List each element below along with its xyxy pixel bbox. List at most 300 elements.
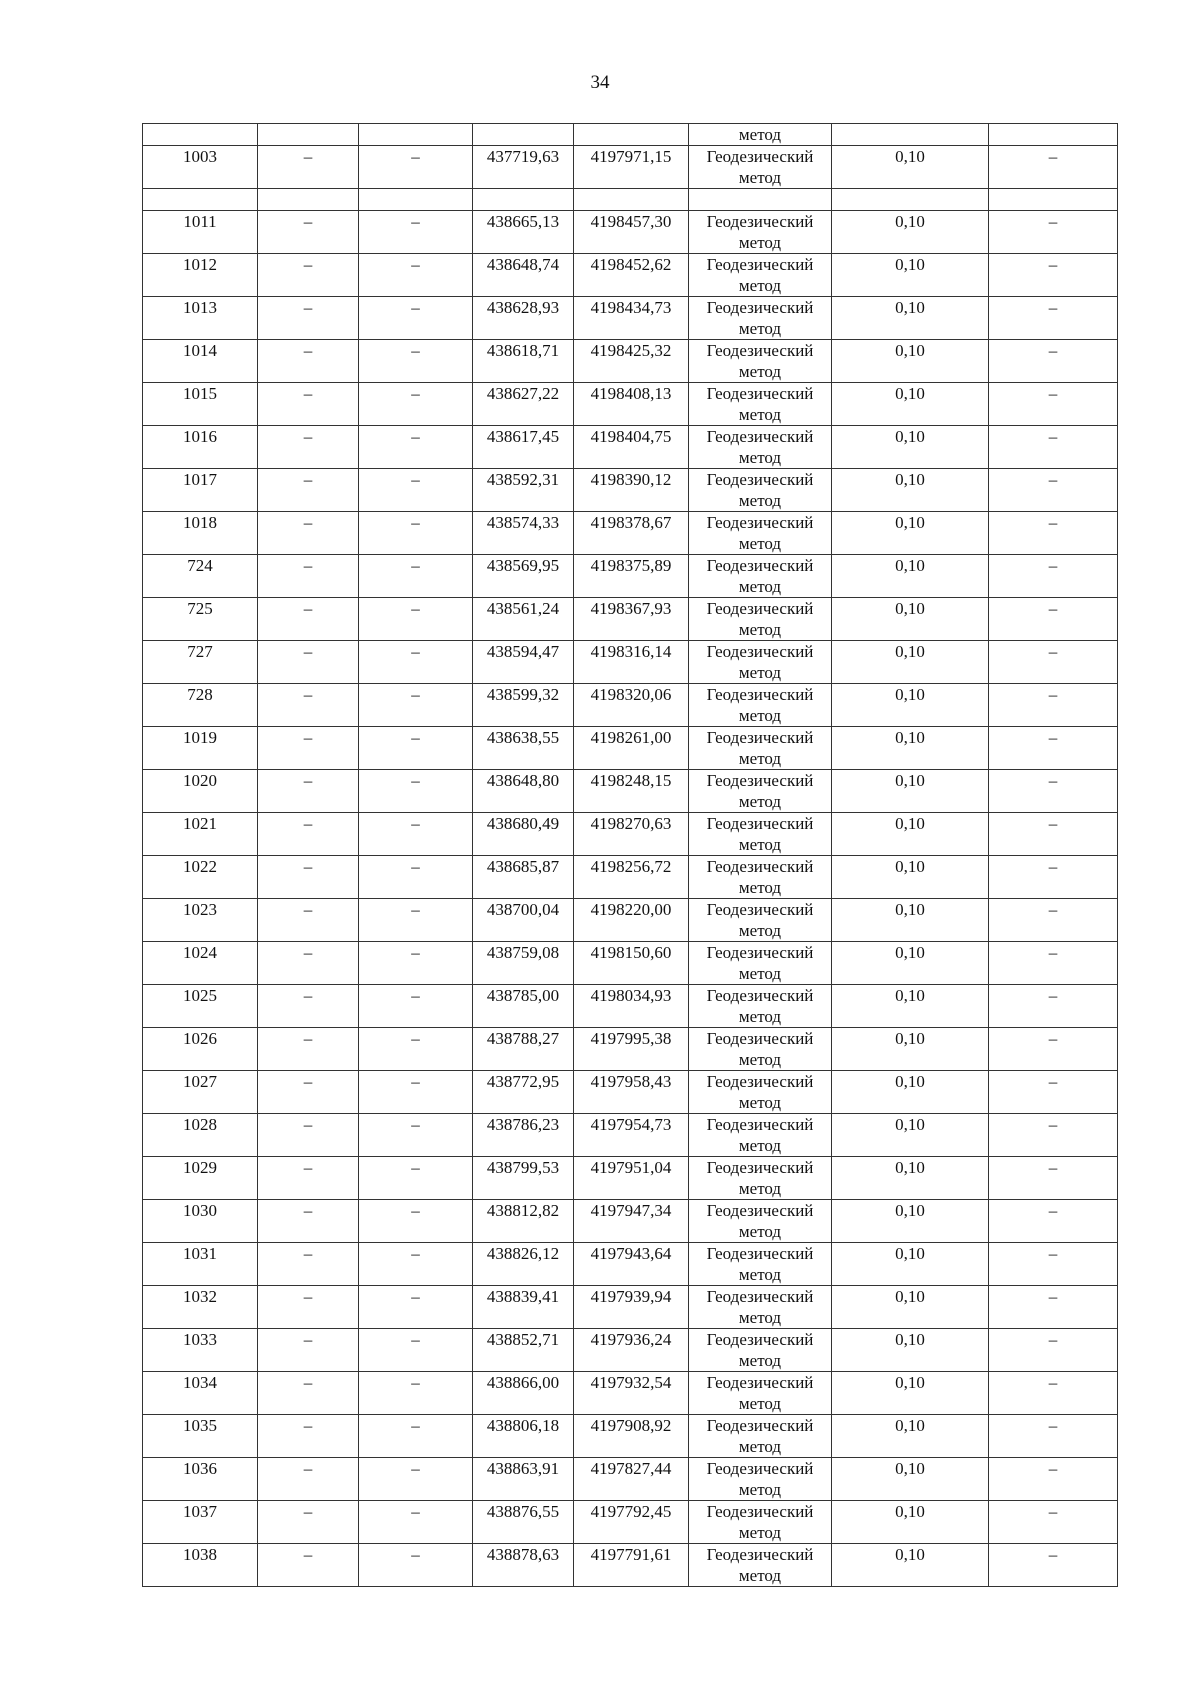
coord-x: 438788,27: [473, 1028, 574, 1071]
cell-col2: –: [258, 1501, 359, 1544]
coord-y: 4198261,00: [574, 727, 689, 770]
method: [689, 1028, 832, 1071]
method-line-1: Геодезический: [706, 384, 814, 403]
table-row: [143, 426, 1118, 469]
coord-x: 438569,95: [473, 555, 574, 598]
table-row: [143, 770, 1118, 813]
method-line-2: метод: [738, 878, 782, 897]
method-line-2: метод: [738, 534, 782, 553]
accuracy: 0,10: [832, 1114, 989, 1157]
cell-col3: –: [359, 1458, 473, 1501]
cell-col2: –: [258, 383, 359, 426]
cell-col2: –: [258, 1286, 359, 1329]
point-number: 1028: [143, 1114, 258, 1157]
cell-col8: –: [989, 598, 1118, 641]
cell-col2: –: [258, 1329, 359, 1372]
cell-col2: –: [258, 770, 359, 813]
cell-col8: –: [989, 426, 1118, 469]
page-number: 34: [590, 72, 610, 93]
method: [689, 340, 832, 383]
coordinates-table: [142, 123, 1118, 1587]
table-cell: [989, 124, 1118, 146]
accuracy: 0,10: [832, 899, 989, 942]
cell-col3: –: [359, 512, 473, 555]
continuation-row: [143, 124, 1118, 146]
cell-col3: –: [359, 1544, 473, 1587]
table-cell: [473, 189, 574, 211]
cell-col3: –: [359, 1114, 473, 1157]
method: [689, 727, 832, 770]
blank-row: [143, 189, 1118, 211]
method-line-2: метод: [738, 405, 782, 424]
coord-x: 438878,63: [473, 1544, 574, 1587]
cell-col2: –: [258, 297, 359, 340]
table-row: [143, 1200, 1118, 1243]
coord-x: 438806,18: [473, 1415, 574, 1458]
point-number: 1026: [143, 1028, 258, 1071]
method-line-2: метод: [738, 1050, 782, 1069]
coord-y: 4198434,73: [574, 297, 689, 340]
accuracy: 0,10: [832, 426, 989, 469]
cell-col3: –: [359, 254, 473, 297]
table-row: [143, 641, 1118, 684]
cell-col3: –: [359, 1071, 473, 1114]
method-line-1: Геодезический: [706, 147, 814, 166]
accuracy: 0,10: [832, 727, 989, 770]
method: [689, 146, 832, 189]
coord-x: 438866,00: [473, 1372, 574, 1415]
table-row: [143, 985, 1118, 1028]
method-line-1: Геодезический: [706, 427, 814, 446]
cell-col2: –: [258, 1200, 359, 1243]
cell-col8: –: [989, 340, 1118, 383]
method-line-2: метод: [738, 749, 782, 768]
accuracy: 0,10: [832, 1415, 989, 1458]
method-line-1: Геодезический: [706, 943, 814, 962]
point-number: 724: [143, 555, 258, 598]
method: [689, 1243, 832, 1286]
cell-col8: –: [989, 856, 1118, 899]
cell-col8: –: [989, 684, 1118, 727]
point-number: 1027: [143, 1071, 258, 1114]
method-line-2: метод: [738, 1265, 782, 1284]
coord-y: 4198390,12: [574, 469, 689, 512]
coord-y: 4198248,15: [574, 770, 689, 813]
cell-col8: –: [989, 297, 1118, 340]
method-continuation: метод: [689, 124, 832, 146]
method-line-1: Геодезический: [706, 685, 814, 704]
cell-col8: –: [989, 1458, 1118, 1501]
method-line-2: метод: [738, 1437, 782, 1456]
accuracy: 0,10: [832, 684, 989, 727]
cell-col2: –: [258, 899, 359, 942]
coord-y: 4198378,67: [574, 512, 689, 555]
method-line-1: Геодезический: [706, 298, 814, 317]
cell-col8: –: [989, 942, 1118, 985]
point-number: 1030: [143, 1200, 258, 1243]
table-row: [143, 899, 1118, 942]
method-line-2: метод: [738, 1093, 782, 1112]
cell-col8: –: [989, 146, 1118, 189]
table-cell: [258, 124, 359, 146]
coord-x: 438665,13: [473, 211, 574, 254]
table-row: [143, 146, 1118, 189]
accuracy: 0,10: [832, 942, 989, 985]
accuracy: 0,10: [832, 856, 989, 899]
coord-x: 438561,24: [473, 598, 574, 641]
point-number: 1022: [143, 856, 258, 899]
cell-col3: –: [359, 684, 473, 727]
point-number: 1023: [143, 899, 258, 942]
point-number: 1033: [143, 1329, 258, 1372]
coord-x: 438759,08: [473, 942, 574, 985]
method-line-1: Геодезический: [706, 513, 814, 532]
accuracy: 0,10: [832, 1544, 989, 1587]
cell-col2: –: [258, 1243, 359, 1286]
coord-y: 4198320,06: [574, 684, 689, 727]
coord-y: 4198375,89: [574, 555, 689, 598]
coord-y: 4197958,43: [574, 1071, 689, 1114]
method: [689, 383, 832, 426]
point-number: 1019: [143, 727, 258, 770]
accuracy: 0,10: [832, 813, 989, 856]
accuracy: 0,10: [832, 1372, 989, 1415]
cell-col3: –: [359, 727, 473, 770]
method: [689, 1544, 832, 1587]
coord-y: 4197943,64: [574, 1243, 689, 1286]
method-line-2: метод: [738, 1308, 782, 1327]
coord-y: 4198452,62: [574, 254, 689, 297]
cell-col2: –: [258, 1071, 359, 1114]
coord-y: 4198457,30: [574, 211, 689, 254]
table-row: [143, 813, 1118, 856]
cell-col8: –: [989, 555, 1118, 598]
cell-col8: –: [989, 641, 1118, 684]
cell-col3: –: [359, 1157, 473, 1200]
cell-col3: –: [359, 641, 473, 684]
method: [689, 211, 832, 254]
method: [689, 1329, 832, 1372]
cell-col3: –: [359, 211, 473, 254]
method: [689, 985, 832, 1028]
point-number: 1014: [143, 340, 258, 383]
coord-x: 438772,95: [473, 1071, 574, 1114]
point-number: 1011: [143, 211, 258, 254]
cell-col2: –: [258, 985, 359, 1028]
cell-col3: –: [359, 1200, 473, 1243]
cell-col3: –: [359, 1243, 473, 1286]
table-row: [143, 1286, 1118, 1329]
cell-col3: –: [359, 770, 473, 813]
cell-col2: –: [258, 254, 359, 297]
method-line-2: метод: [738, 233, 782, 252]
coord-y: 4197939,94: [574, 1286, 689, 1329]
cell-col8: –: [989, 1501, 1118, 1544]
method: [689, 555, 832, 598]
table-cell: [143, 124, 258, 146]
method-line-1: Геодезический: [706, 255, 814, 274]
method-line-2: метод: [738, 1480, 782, 1499]
table-cell: [359, 189, 473, 211]
cell-col8: –: [989, 254, 1118, 297]
accuracy: 0,10: [832, 1501, 989, 1544]
method: [689, 512, 832, 555]
method-line-1: Геодезический: [706, 986, 814, 1005]
method-line-2: метод: [738, 168, 782, 187]
method-line-1: Геодезический: [706, 556, 814, 575]
coord-x: 438594,47: [473, 641, 574, 684]
point-number: 1034: [143, 1372, 258, 1415]
table-cell: [989, 189, 1118, 211]
coord-y: 4198425,32: [574, 340, 689, 383]
coord-y: 4198034,93: [574, 985, 689, 1028]
cell-col8: –: [989, 985, 1118, 1028]
coord-y: 4198404,75: [574, 426, 689, 469]
coord-x: 438618,71: [473, 340, 574, 383]
table-row: [143, 1458, 1118, 1501]
cell-col8: –: [989, 383, 1118, 426]
cell-col3: –: [359, 899, 473, 942]
coord-x: 438627,22: [473, 383, 574, 426]
coord-y: 4198316,14: [574, 641, 689, 684]
method-line-2: метод: [738, 663, 782, 682]
method-line-1: Геодезический: [706, 771, 814, 790]
cell-col8: –: [989, 1544, 1118, 1587]
method: [689, 899, 832, 942]
cell-col3: –: [359, 555, 473, 598]
coord-y: 4198408,13: [574, 383, 689, 426]
method-line-1: Геодезический: [706, 728, 814, 747]
accuracy: 0,10: [832, 146, 989, 189]
method-line-2: метод: [738, 964, 782, 983]
method: [689, 1286, 832, 1329]
method-line-1: Геодезический: [706, 341, 814, 360]
method-line-2: метод: [738, 1566, 782, 1585]
method-line-2: метод: [738, 319, 782, 338]
cell-col8: –: [989, 727, 1118, 770]
method-line-2: метод: [738, 1179, 782, 1198]
cell-col8: –: [989, 1286, 1118, 1329]
cell-col2: –: [258, 856, 359, 899]
point-number: 1013: [143, 297, 258, 340]
point-number: 1036: [143, 1458, 258, 1501]
method: [689, 1501, 832, 1544]
accuracy: 0,10: [832, 211, 989, 254]
accuracy: 0,10: [832, 770, 989, 813]
method-line-2: метод: [738, 1136, 782, 1155]
coord-x: 438638,55: [473, 727, 574, 770]
cell-col3: –: [359, 1415, 473, 1458]
cell-col2: –: [258, 598, 359, 641]
cell-col3: –: [359, 813, 473, 856]
table-row: [143, 1415, 1118, 1458]
accuracy: 0,10: [832, 297, 989, 340]
coord-x: 438617,45: [473, 426, 574, 469]
accuracy: 0,10: [832, 340, 989, 383]
point-number: 727: [143, 641, 258, 684]
accuracy: 0,10: [832, 1286, 989, 1329]
cell-col3: –: [359, 340, 473, 383]
coord-y: 4197995,38: [574, 1028, 689, 1071]
method-line-1: Геодезический: [706, 212, 814, 231]
coord-y: 4198270,63: [574, 813, 689, 856]
cell-col8: –: [989, 1200, 1118, 1243]
cell-col2: –: [258, 684, 359, 727]
point-number: 1037: [143, 1501, 258, 1544]
method: [689, 1372, 832, 1415]
method-line-1: Геодезический: [706, 900, 814, 919]
method-line-1: Геодезический: [706, 470, 814, 489]
table-cell: [143, 189, 258, 211]
table-row: [143, 598, 1118, 641]
method-line-2: метод: [738, 276, 782, 295]
method-line-1: Геодезический: [706, 1330, 814, 1349]
cell-col3: –: [359, 985, 473, 1028]
point-number: 1020: [143, 770, 258, 813]
method-line-1: Геодезический: [706, 1545, 814, 1564]
table-row: [143, 1071, 1118, 1114]
method-line-2: метод: [738, 921, 782, 940]
cell-col3: –: [359, 1329, 473, 1372]
cell-col2: –: [258, 512, 359, 555]
point-number: 1017: [143, 469, 258, 512]
accuracy: 0,10: [832, 1329, 989, 1372]
coord-x: 438812,82: [473, 1200, 574, 1243]
point-number: 1025: [143, 985, 258, 1028]
table-row: [143, 1028, 1118, 1071]
table-row: [143, 512, 1118, 555]
table-row: [143, 1243, 1118, 1286]
cell-col3: –: [359, 598, 473, 641]
cell-col2: –: [258, 1157, 359, 1200]
method-line-1: Геодезический: [706, 599, 814, 618]
table-row: [143, 1501, 1118, 1544]
point-number: 1029: [143, 1157, 258, 1200]
point-number: 728: [143, 684, 258, 727]
coord-x: 438574,33: [473, 512, 574, 555]
method-line-1: Геодезический: [706, 1459, 814, 1478]
coord-y: 4197908,92: [574, 1415, 689, 1458]
coord-x: 438826,12: [473, 1243, 574, 1286]
cell-col2: –: [258, 555, 359, 598]
method: [689, 1071, 832, 1114]
cell-col2: –: [258, 942, 359, 985]
method: [689, 254, 832, 297]
method: [689, 684, 832, 727]
cell-col3: –: [359, 146, 473, 189]
accuracy: 0,10: [832, 1243, 989, 1286]
method: [689, 1200, 832, 1243]
table-row: [143, 1114, 1118, 1157]
coord-x: 438599,32: [473, 684, 574, 727]
method-line-2: метод: [738, 1222, 782, 1241]
method-line-1: Геодезический: [706, 1287, 814, 1306]
point-number: 1021: [143, 813, 258, 856]
cell-col2: –: [258, 1415, 359, 1458]
cell-col2: –: [258, 1544, 359, 1587]
coord-y: 4197932,54: [574, 1372, 689, 1415]
cell-col3: –: [359, 1028, 473, 1071]
point-number: 1024: [143, 942, 258, 985]
method-line-2: метод: [738, 1394, 782, 1413]
cell-col8: –: [989, 1372, 1118, 1415]
point-number: 1018: [143, 512, 258, 555]
method: [689, 1157, 832, 1200]
table-cell: [359, 124, 473, 146]
cell-col2: –: [258, 211, 359, 254]
method: [689, 856, 832, 899]
table-row: [143, 469, 1118, 512]
cell-col8: –: [989, 211, 1118, 254]
cell-col2: –: [258, 340, 359, 383]
method: [689, 1114, 832, 1157]
accuracy: 0,10: [832, 1028, 989, 1071]
table-row: [143, 297, 1118, 340]
cell-col8: –: [989, 770, 1118, 813]
coord-y: 4198150,60: [574, 942, 689, 985]
coord-y: 4197947,34: [574, 1200, 689, 1243]
coord-y: 4198220,00: [574, 899, 689, 942]
cell-col3: –: [359, 1286, 473, 1329]
table-cell: [258, 189, 359, 211]
table-cell: [473, 124, 574, 146]
table-row: [143, 555, 1118, 598]
cell-col3: –: [359, 856, 473, 899]
coord-x: 438685,87: [473, 856, 574, 899]
table-cell: [574, 124, 689, 146]
coord-x: 438628,93: [473, 297, 574, 340]
cell-col8: –: [989, 1028, 1118, 1071]
cell-col2: –: [258, 1028, 359, 1071]
method-line-2: метод: [738, 1523, 782, 1542]
coord-x: 438852,71: [473, 1329, 574, 1372]
point-number: 1015: [143, 383, 258, 426]
coord-y: 4197971,15: [574, 146, 689, 189]
cell-col8: –: [989, 1071, 1118, 1114]
accuracy: 0,10: [832, 1200, 989, 1243]
accuracy: 0,10: [832, 598, 989, 641]
cell-col3: –: [359, 1372, 473, 1415]
table-row: [143, 211, 1118, 254]
accuracy: 0,10: [832, 254, 989, 297]
coord-x: 438786,23: [473, 1114, 574, 1157]
method-line-1: Геодезический: [706, 1244, 814, 1263]
coord-y: 4197791,61: [574, 1544, 689, 1587]
method-line-2: метод: [738, 835, 782, 854]
coord-x: 438876,55: [473, 1501, 574, 1544]
cell-col3: –: [359, 426, 473, 469]
table-cell: [574, 189, 689, 211]
cell-col8: –: [989, 512, 1118, 555]
method: [689, 942, 832, 985]
coord-x: 438648,80: [473, 770, 574, 813]
coord-x: 438592,31: [473, 469, 574, 512]
coord-x: 437719,63: [473, 146, 574, 189]
method-line-1: Геодезический: [706, 1158, 814, 1177]
accuracy: 0,10: [832, 1071, 989, 1114]
coord-x: 438700,04: [473, 899, 574, 942]
accuracy: 0,10: [832, 555, 989, 598]
point-number: 1003: [143, 146, 258, 189]
point-number: 1035: [143, 1415, 258, 1458]
accuracy: 0,10: [832, 641, 989, 684]
table-row: [143, 1329, 1118, 1372]
table-cell: [832, 189, 989, 211]
coord-y: 4197936,24: [574, 1329, 689, 1372]
table-row: [143, 727, 1118, 770]
table-row: [143, 1372, 1118, 1415]
method: [689, 641, 832, 684]
